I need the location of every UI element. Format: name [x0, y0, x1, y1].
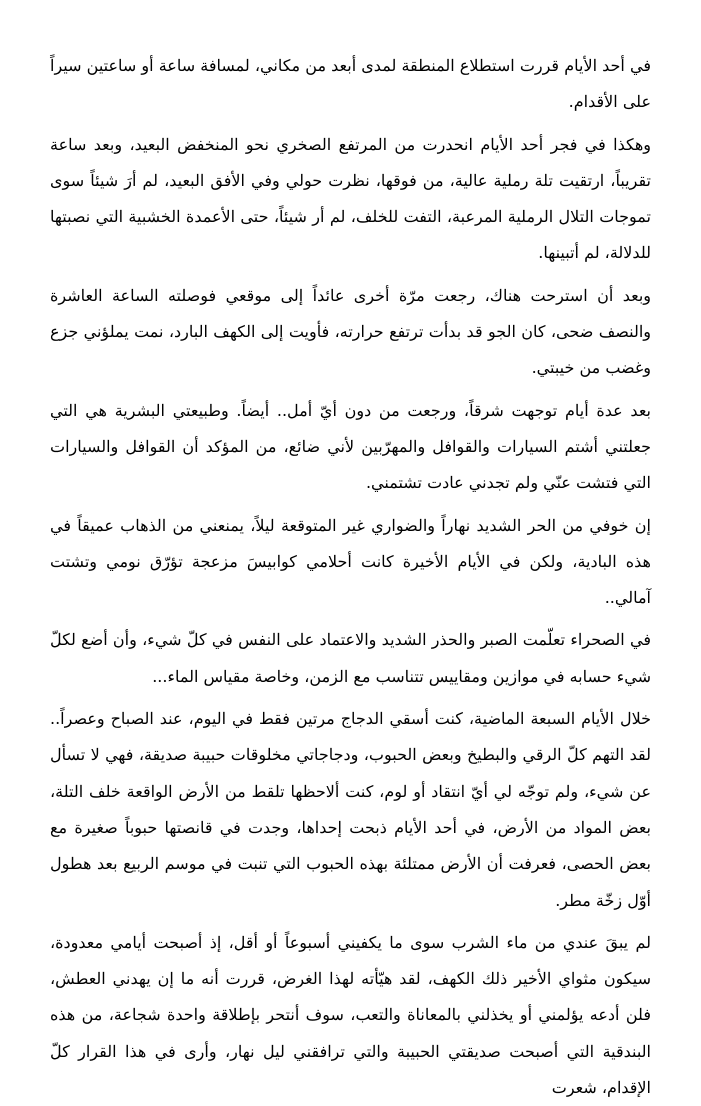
- paragraph: وهكذا في فجر أحد الأيام انحدرت من المرتفع الصخري نحو المنخفض البعيد، وبعد ساعة تقريباً، ارتقيت تلة رملية عالية، من فوقها، نظرت حولي وفي الأفق البعيد، لم أرَ شيئاً سوى تموجات التلال الرملية المرعبة، التفت للخلف، لم أر شيئاً، حتى الأعمدة الخشبية التي نصبتها للدلالة، لم أتبينها.: [50, 134, 651, 263]
- paragraph: خلال الأيام السبعة الماضية، كنت أسقي الدجاج مرتين فقط في اليوم، عند الصباح وعصراً.. لقد التهم كلّ الرقي والبطيخ وبعض الحبوب، ودجاجاتي مخلوقات حبيبة صديقة، فهي لا تسأل عن شيء، ولم توجّه لي أيّ انتقاد أو لوم، كنت ألاحظها تلقط من الأرض الواقعة خلف التلة، بعض المواد من الأرض، في أحد الأيام ذبحت إحداها، وجدت في قانصتها حبوباً صغيرة مع بعض الحصى، فعرفت أن الأرض ممتلئة بهذه الحبوب التي تنبت في موسم الربيع بعد هطول أوّل زخّة مطر.: [50, 709, 651, 910]
- paragraph: في أحد الأيام قررت استطلاع المنطقة لمدى أبعد من مكاني، لمسافة ساعة أو ساعتين سيراً على الأقدام.: [50, 56, 651, 112]
- paragraph: إن خوفي من الحر الشديد نهاراً والضواري غير المتوقعة ليلاً، يمنعني من الذهاب عميقاً في هذه البادية، ولكن في الأيام الأخيرة كانت أحلامي كوابيسَ مزعجة تؤرّق نومي وتشتت آمالي..: [50, 515, 651, 608]
- paragraph: لم يبقَ عندي من ماء الشرب سوى ما يكفيني أسبوعاً أو أقل، إذ أصبحت أيامي معدودة، سيكون مثواي الأخير ذلك الكهف، لقد هيّأته لهذا الغرض، قررت أنه ما إن يهدني العطش، فلن أدعه يؤلمني أو يخذلني بالمعاناة والتعب، سوف أنتحر بإطلاقة واحدة شجاعة، من هذه البندقية التي أصبحت صديقتي الحبيبة والتي ترافقني ليل نهار، وأرى في هذا القرار كلّ الإقدام، شعرت: [50, 932, 651, 1098]
- paragraph: وبعد أن استرحت هناك، رجعت مرّة أخرى عائداً إلى موقعي فوصلته الساعة العاشرة والنصف ضحى، كان الجو قد بدأت ترتفع حرارته، فأويت إلى الكهف البارد، نمت يملؤني جزع وغضب من خيبتي.: [50, 285, 651, 378]
- paragraph: في الصحراء تعلّمت الصبر والحذر الشديد والاعتماد على النفس في كلّ شيء، وأن أضع لكلّ شيء حسابه في موازين ومقاييس تتناسب مع الزمن، وخاصة مقياس الماء...: [50, 630, 651, 686]
- paragraph: بعد عدة أيام توجهت شرقاً، ورجعت من دون أيّ أمل.. أيضاً. وطبيعتي البشرية هي التي جعلتني أشتم السيارات والقوافل والمهرّبين لأني ضائع، من المؤكد أن القوافل والسيارات التي فتشت عنّي ولم تجدني عادت تشتمني.: [50, 400, 651, 493]
